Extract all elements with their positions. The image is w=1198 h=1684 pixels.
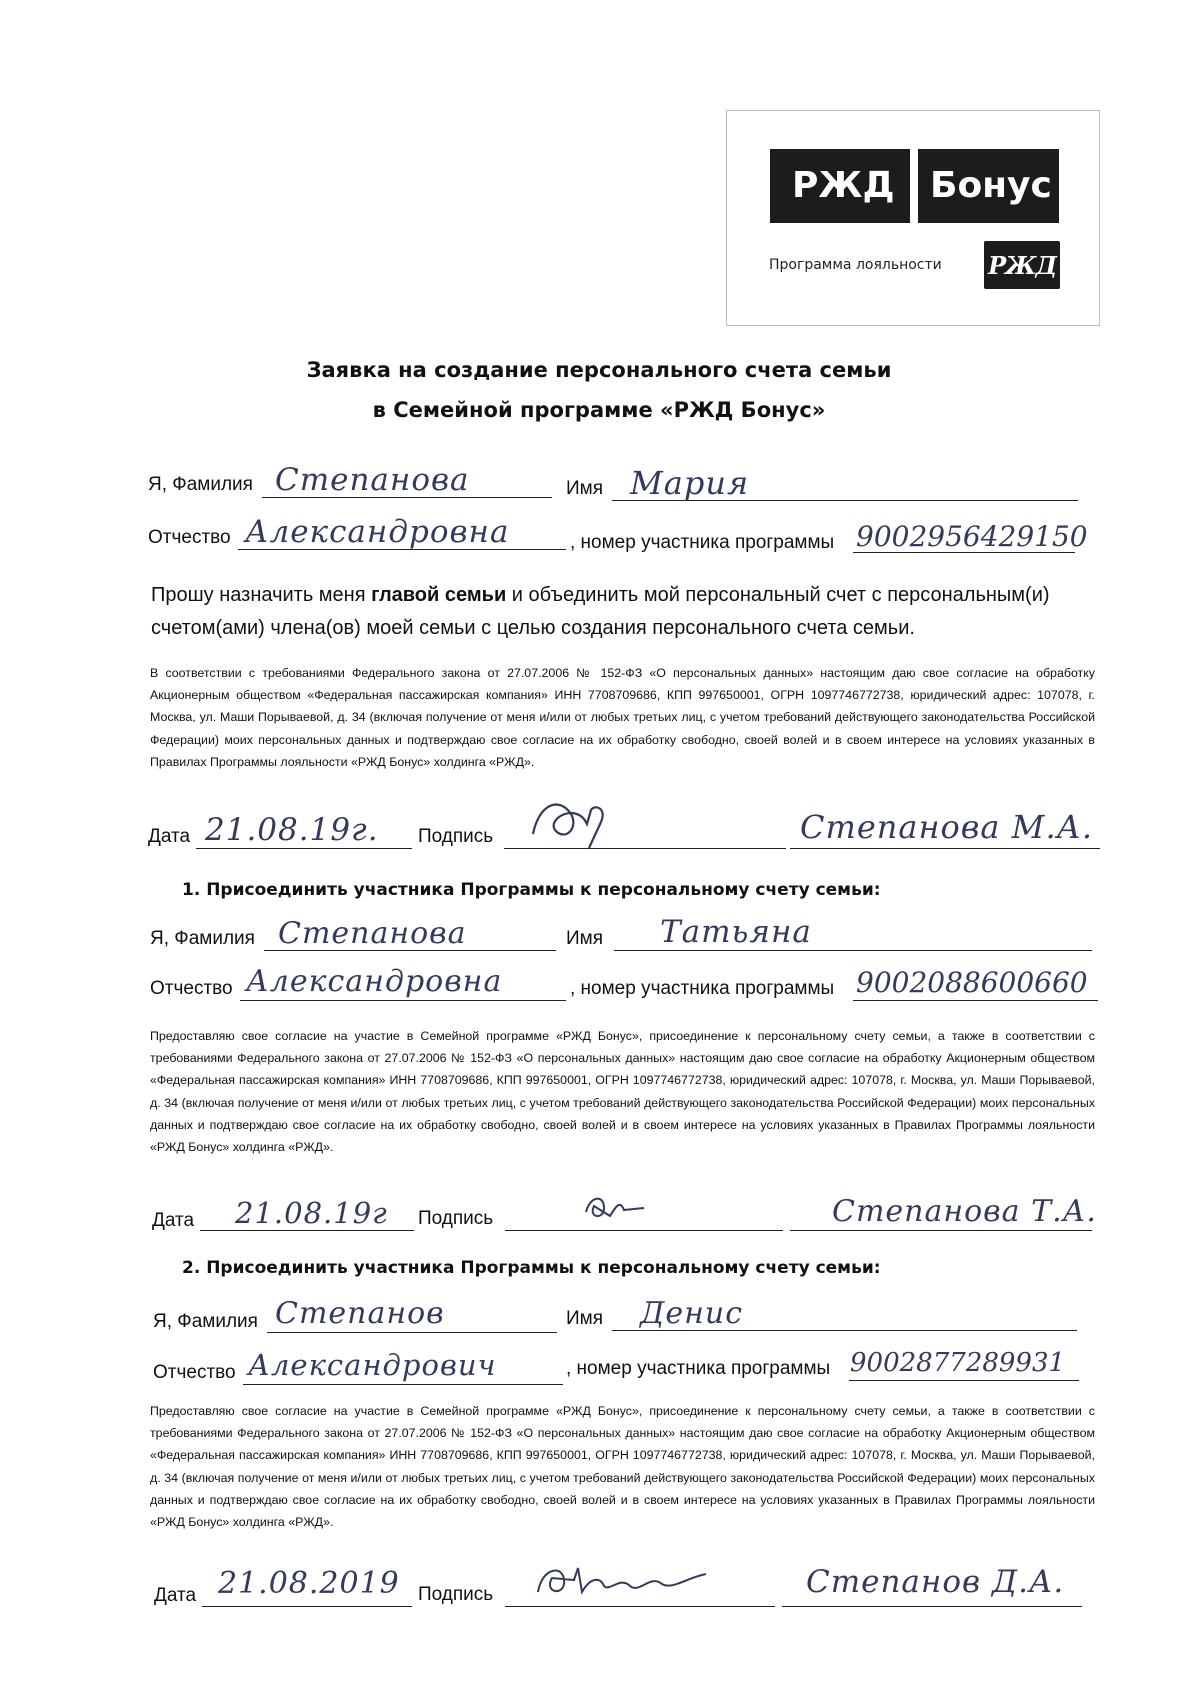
member-1-patronymic-field[interactable]: Александровна: [246, 964, 503, 999]
head-date-label: Дата: [148, 826, 191, 847]
member-2-surname-label: Я, Фамилия: [153, 1311, 258, 1332]
member-2-date-field[interactable]: 21.08.2019: [218, 1566, 400, 1601]
member-1-member-number-field[interactable]: 9002088600660: [856, 966, 1088, 999]
member-2-surname-field[interactable]: Степанов: [275, 1296, 445, 1331]
page-title-line-2: в Семейной программе «РЖД Бонус»: [372, 398, 826, 422]
member-2-member-number-label: , номер участника программы: [566, 1358, 831, 1379]
head-signature-scribble[interactable]: [525, 790, 625, 854]
head-signature-name-line: [790, 848, 1100, 849]
member-1-date-line: [200, 1230, 414, 1231]
member-1-date-field[interactable]: 21.08.19г: [235, 1196, 388, 1230]
member-2-consent-text: Предоставляю свое согласие на участие в Семейной программе «РЖД Бонус», присоединение к персональному счету семьи, а также в соответствии с требованиями Федерального закона от 27.07.2006 № 152-ФЗ «О персональных данных» настоящим даю свое согласие на обработку Акционерным обществом «Федеральная пассажирская компания» ИНН 7708709686, КПП 997650001, ОГРН 1097746772738, юридический адрес: 107078, г. Москва, ул. Маши Порываевой, д. 34 (включая получение от меня и/или от любых третьих лиц, с учетом требований действующего законодательства Российской Федерации) моих персональных данных и подтверждаю свое согласие на их обработку свободно, своей волей и в своем интересе на условиях указанных в Правилах Программы лояльности «РЖД Бонус» холдинга «РЖД».: [150, 1404, 1095, 1530]
head-surname-label: Я, Фамилия: [148, 474, 253, 495]
member-2-surname-line: [267, 1332, 557, 1333]
member-1-surname-field[interactable]: Степанова: [278, 916, 467, 951]
page-title-line-1: Заявка на создание персонального счета семьи: [306, 358, 892, 382]
member-2-patronymic-field[interactable]: Александрович: [248, 1348, 497, 1382]
member-1-signature-name-line: [790, 1230, 1092, 1231]
head-signature-label: Подпись: [418, 826, 494, 847]
head-name-label: Имя: [566, 478, 604, 499]
member-1-patronymic-label: Отчество: [150, 978, 233, 999]
logo-separator: [910, 149, 918, 223]
logo-card: [726, 110, 1100, 326]
member-1-consent-text: Предоставляю свое согласие на участие в Семейной программе «РЖД Бонус», присоединение к персональному счету семьи, а также в соответствии с требованиями Федерального закона от 27.07.2006 № 152-ФЗ «О персональных данных» настоящим даю свое согласие на обработку Акционерным обществом «Федеральная пассажирская компания» ИНН 7708709686, КПП 997650001, ОГРН 1097746772738, юридический адрес: 107078, г. Москва, ул. Маши Порываевой, д. 34 (включая получение от меня и/или от любых третьих лиц, с учетом требований действующего законодательства Российской Федерации) моих персональных данных и подтверждаю свое согласие на их обработку свободно, своей волей и в своем интересе на условиях указанных в Правилах Программы лояльности «РЖД Бонус» холдинга «РЖД».: [150, 1029, 1095, 1155]
member-1-name-label: Имя: [566, 928, 604, 949]
request-text-emphasis: главой семьи: [371, 584, 507, 606]
member-1-name-field[interactable]: Татьяна: [660, 914, 812, 950]
member-1-name-line: [614, 950, 1092, 951]
member-2-signature-label: Подпись: [418, 1584, 494, 1605]
head-member-number-label: , номер участника программы: [570, 532, 835, 553]
member-1-signature-label: Подпись: [418, 1208, 494, 1229]
head-date-field[interactable]: 21.08.19г.: [205, 812, 379, 848]
rzd-mark-icon: [984, 241, 1060, 289]
member-1-signature-name[interactable]: Степанова Т.А.: [832, 1194, 1097, 1229]
head-patronymic-label: Отчество: [148, 527, 231, 548]
member-1-date-label: Дата: [152, 1210, 195, 1231]
head-date-line: [196, 848, 412, 849]
head-member-number-field[interactable]: 9002956429150: [856, 520, 1088, 553]
member-2-name-field[interactable]: Денис: [640, 1296, 744, 1331]
member-1-surname-label: Я, Фамилия: [150, 928, 255, 949]
member-2-patronymic-label: Отчество: [153, 1362, 236, 1383]
member-1-heading: 1. Присоединить участника Программы к персональному счету семьи:: [182, 880, 881, 900]
member-2-heading: 2. Присоединить участника Программы к персональному счету семьи:: [182, 1258, 881, 1278]
head-signature-name[interactable]: Степанова М.А.: [800, 808, 1094, 846]
logo-brand-right: Бонус: [930, 165, 1052, 206]
member-2-date-label: Дата: [154, 1585, 197, 1606]
logo-subtitle: Программа лояльности: [769, 257, 942, 273]
request-text-end: и объединить мой персональный счет с персональным(и) счетом(ами) члена(ов) моей семьи с целью создания персонального счета семьи.: [151, 584, 1050, 639]
request-text-start: Прошу назначить меня: [151, 584, 372, 606]
member-2-signature-name-line: [782, 1606, 1082, 1607]
request-text: [151, 579, 1081, 645]
member-2-member-number-field[interactable]: 9002877289931: [850, 1348, 1066, 1378]
member-2-signature-name[interactable]: Степанов Д.А.: [806, 1564, 1065, 1600]
head-consent-text: В соответствии с требованиями Федерального закона от 27.07.2006 № 152-ФЗ «О персональных данных» настоящим даю свое согласие на обработку Акционерным обществом «Федеральная пассажирская компания» ИНН 7708709686, КПП 997650001, ОГРН 1097746772738, юридический адрес: 107078, г. Москва, ул. Маши Порываевой, д. 34 (включая получение от меня и/или от любых третьих лиц, с учетом требований действующего законодательства Российской Федерации) моих персональных данных и подтверждаю свое согласие на их обработку свободно, своей волей и в своем интересе на условиях указанных в Правилах Программы лояльности «РЖД Бонус» холдинга «РЖД».: [150, 666, 1095, 769]
logo-brand-left: РЖД: [792, 165, 895, 206]
rzd-mark-text: РЖД: [988, 250, 1056, 280]
member-2-signature-line: [505, 1606, 775, 1607]
head-surname-field[interactable]: Степанова: [275, 462, 470, 498]
member-2-date-line: [202, 1606, 412, 1607]
member-2-name-label: Имя: [566, 1308, 604, 1329]
head-patronymic-field[interactable]: Александровна: [245, 514, 510, 550]
member-1-member-number-label: , номер участника программы: [570, 978, 835, 999]
member-2-signature-scribble[interactable]: [530, 1556, 720, 1606]
rzd-bonus-logo: [770, 149, 1059, 223]
member-1-member-number-line: [853, 1000, 1098, 1001]
member-1-signature-scribble[interactable]: [580, 1186, 650, 1232]
member-2-patronymic-line: [243, 1384, 563, 1385]
member-1-patronymic-line: [240, 1000, 566, 1001]
member-2-member-number-line: [849, 1380, 1079, 1381]
head-name-field[interactable]: Мария: [630, 464, 750, 502]
